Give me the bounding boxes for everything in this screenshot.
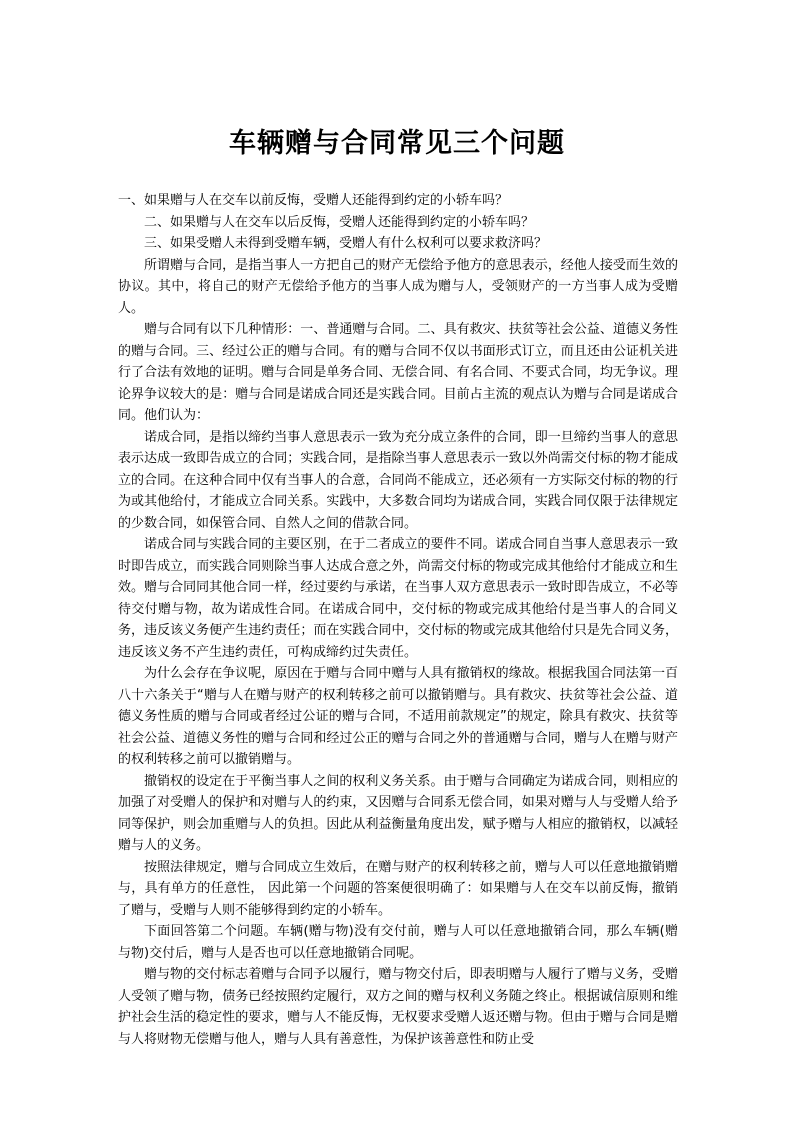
paragraph-types: 赠与合同有以下几种情形：一、普通赠与合同。二、具有救灾、扶贫等社会公益、道德义务性的赠与合同。三、经过公正的赠与合同。有的赠与合同不仅以书面形式订立，而且还由公证机关进行了合法有效地的证明。赠与合同是单务合同、无偿合同、有名合同、不要式合同，均无争议。理论界争议较大的是：赠与合同是诺成合同还是实践合同。目前占主流的观点认为赠与合同是诺成合同。他们认为： <box>118 322 678 423</box>
paragraph-delivery: 赠与物的交付标志着赠与合同予以履行，赠与物交付后，即表明赠与人履行了赠与义务，受赠人受领了赠与物，债务已经按照约定履行，双方之间的赠与权利义务随之终止。根据诚信原则和维护社会生活的稳定性的要求，赠与人不能反悔，无权要求受赠人返还赠与物。但由于赠与合同是赠与人将财物无偿赠与他人，赠与人具有善意性，为保护该善意性和防止受 <box>118 967 678 1047</box>
paragraph-definition: 所谓赠与合同，是指当事人一方把自己的财产无偿给予他方的意思表示，经他人接受而生效的协议。其中，将自己的财产无偿给予他方的当事人成为赠与人，受领财产的一方当事人成为受赠人。 <box>118 257 678 316</box>
paragraph-revocation-right: 撤销权的设定在于平衡当事人之间的权利义务关系。由于赠与合同确定为诺成合同，则相应的加强了对受赠人的保护和对赠与人的约束，又因赠与合同系无偿合同，如果对赠与人与受赠人给予同等保护，则会加重赠与人的负担。因此从利益衡量角度出发，赋予赠与人相应的撤销权，以减轻赠与人的义务。 <box>118 773 678 853</box>
paragraph-question-2-intro: 下面回答第二个问题。车辆(赠与物)没有交付前，赠与人可以任意地撤销合同，那么车辆(赠与物)交付后，赠与人是否也可以任意地撤销合同呢。 <box>118 924 678 961</box>
paragraph-answer-1: 按照法律规定，赠与合同成立生效后，在赠与财产的权利转移之前，赠与人可以任意地撤销赠与，具有单方的任意性， 因此第一个问题的答案便很明确了：如果赠与人在交车以前反悔，撤销了赠与，受赠与人则不能够得到约定的小轿车。 <box>118 859 678 918</box>
document-title: 车辆赠与合同常见三个问题 <box>229 128 565 159</box>
paragraph-consensual-contract: 诺成合同，是指以缔约当事人意思表示一致为充分成立条件的合同，即一旦缔约当事人的意思表示达成一致即告成立的合同；实践合同，是指除当事人意思表示一致以外尚需交付标的物才能成立的合同。在这种合同中仅有当事人的合意，合同尚不能成立，还必须有一方实际交付标的物的行为或其他给付，才能成立合同关系。实践中，大多数合同均为诺成合同，实践合同仅限于法律规定的少数合同，如保管合同、自然人之间的借款合同。 <box>118 429 678 531</box>
paragraph-difference: 诺成合同与实践合同的主要区别，在于二者成立的要件不同。诺成合同自当事人意思表示一致时即告成立，而实践合同则除当事人达成合意之外，尚需交付标的物或完成其他给付才能成立和生效。赠与合同同其他合同一样，经过要约与承诺，在当事人双方意思表示一致时即告成立，不必等待交付赠与物，故为诺成性合同。在诺成合同中，交付标的物或完成其他给付是当事人的合同义务，违反该义务便产生违约责任；而在实践合同中，交付标的物或完成其他给付只是先合同义务，违反该义务不产生违约责任，可构成缔约过失责任。 <box>118 537 678 660</box>
paragraph-controversy: 为什么会存在争议呢，原因在于赠与合同中赠与人具有撤销权的缘故。根据我国合同法第一百八十六条关于“赠与人在赠与财产的权利转移之前可以撤销赠与。具有救灾、扶贫等社会公益、道德义务性质的赠与合同或者经过公证的赠与合同，不适用前款规定”的规定，除具有救灾、扶贫等社会公益、道德义务性的赠与合同和经过公正的赠与合同之外的普通赠与合同，赠与人在赠与财产的权利转移之前可以撤销赠与。 <box>118 666 678 767</box>
question-1: 一、如果赠与人在交车以前反悔，受赠人还能得到约定的小轿车吗？ <box>118 193 509 208</box>
question-3: 三、如果受赠人未得到受赠车辆，受赠人有什么权利可以要求救济吗？ <box>144 236 548 251</box>
question-2: 二、如果赠与人在交车以后反悔，受赠人还能得到约定的小轿车吗？ <box>144 214 535 230</box>
document-body <box>118 190 678 1050</box>
